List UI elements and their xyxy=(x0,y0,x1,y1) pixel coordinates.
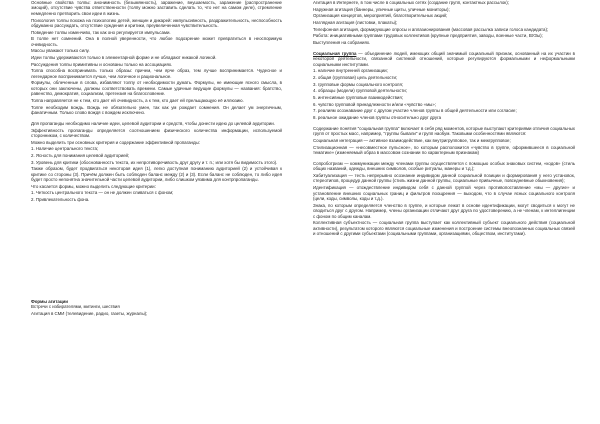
paragraph: Толпа направляется не к тем, кто дает ей очевидность, а к тем, кто дает ей прельщающую её иллюзию. xyxy=(31,97,244,103)
list-item: Телефонная агитация, формирующие опросы и аплазионирования (массовая рассылка записи голоса кандидата); xyxy=(313,26,549,32)
paragraph: Идеи толпы удерживаются только в элементарной форме и не обладают никакой логикой. xyxy=(31,55,217,61)
left-top-section xyxy=(31,0,282,115)
list-item: 7. реалиям осознавание друг с другом участие членов группы в общей деятельности или согласие; xyxy=(313,108,517,114)
paragraph: Массы уважают только силу. xyxy=(31,48,90,54)
paragraph: Хабитуализация — тесть непрерывно осознание индивидом данной социальной позиции и формирования у него установок, стереотипов, процедур данной группы (стиль жизни данной группы, социальные привычные, повседневные обыкновения); xyxy=(313,173,575,184)
list-item: Наглядная агитация (листовки, плакаты); xyxy=(313,19,398,25)
list-item: 4. образцы (модели) групповой деятельности; xyxy=(313,88,407,94)
list-item: 6. чувство групповой принадлежности и/или «чувство «мы»; xyxy=(313,101,436,107)
definition xyxy=(313,51,575,67)
list-item: 3. Уровень для критики (обоснованность текста, их непротиворечивость друг другу и т. п.; или хотя бы видимость этого). xyxy=(31,159,278,165)
right-column xyxy=(313,0,575,424)
list-item: 8. реальное ожидание членов группы относительно друг друга xyxy=(313,114,442,120)
section-heading: Формы агитации xyxy=(31,298,68,304)
left-propaganda-section xyxy=(31,121,282,203)
paragraph: В толпе нет сомнений. Она в полной уверенности, что любое подозрение может превратиться в неоспоримую очевидность. xyxy=(31,36,282,47)
forms-of-agitation-section xyxy=(31,299,282,317)
paragraph: Идентификация — отождествление индивидом себя с данной группой через противопоставление «мы — другие» и установление внешних социальных границ и фильтров поощрения — выходом, что в случае ясных социального контроля (цели, коды, символы, коды и т.д.). xyxy=(313,185,575,202)
paragraph: Сопроботризм — коммуникации между членами группы осуществляется с помощью особых знаковых систем, «кодов» (стиль общих названий, одежды, внешних символов, особые ритуалы, манеры и т.д.); xyxy=(313,160,575,172)
group-criteria-section xyxy=(313,126,575,237)
paragraph: Толпа способна воспринимать только образы: причем, чем ярче образ, тем лучше воспринимается. Чудесное и легендарное воспринимается лучше, чем логичное и рациональное. xyxy=(31,68,282,79)
paragraph: Эффективность пропаганды определяется соотношением физического количества информации, используемой сторонником, с количеством. xyxy=(31,127,282,139)
paragraph: Основные свойства толпы: анонимность (безымянность), заражение, внушаемость, заражение (распространение эмоций), отсутствие чувства ответственности (толпу можно заставить сделать то, что нет на самом деле), стремление немедленно претворить свои идеи в жизнь. xyxy=(31,0,282,16)
paragraph: Формулы, облеченные в слова, избавляют толпу от необходимости думать. Формулы, не имеющие ясного смысла, в которых они заключены, должны соответствовать времени. Самые удачные ведущие формулы — названия: братство, равенство, демократия, социализм, претензия на благословение. xyxy=(31,80,282,97)
list-item: 1. Наличие центрального текста; xyxy=(31,146,99,152)
list-item: 2. общая (групповая) цель деятельности; xyxy=(313,74,398,80)
list-item: Наружная агитация (баннеры, уличные щиты, уличные мониторы); xyxy=(313,6,450,12)
list-item: Работа: инициативными группами трудовых коллективов (крупные предприятия, заводы, военные части, ВУЗы); xyxy=(313,33,543,39)
list-item: Встречи с избирателями, митинги, шествия xyxy=(31,304,120,310)
paragraph: Что касается формы, можно выделить следующие критерии: xyxy=(31,183,156,189)
paragraph: Рассуждения толпы примитивны и основаны только на ассоциациях. xyxy=(31,61,173,67)
paragraph: Социальная интеграция — активное взаимодействие, как внутригрупповое, так и межгрупповое; xyxy=(313,137,511,143)
social-group-section xyxy=(313,51,575,120)
list-item: 1. наличие внутренней организации; xyxy=(313,68,388,74)
agitation-list xyxy=(313,0,575,45)
list-item: 5. интенсивные групповые взаимодействия; xyxy=(313,94,403,100)
left-column xyxy=(31,0,282,424)
paragraph: Также образом, будет продвигаться некоторая идея (1), легко доступная пониманию аудиторией (2) и устойчивая к критике со стороны (3). Причём должен быть соблюден баланс между (2) и (3). Если баланс не соблюден, то либо идея будет просто непонятна значительной части целевой аудитории, либо слишком уязвима для контрпропаганды. xyxy=(31,166,282,183)
list-item: 2. Привлекательность фона. xyxy=(31,197,90,203)
paragraph: Знака, по которым определяется членство в группе, и которые лежат в основе идентификации, могут сводиться к могут не сводиться друг с другом. Например, члены организации отличают друг друга по удостоверению, а не членам, к интеллигенции с фоном по общим каналам. xyxy=(313,202,575,219)
paragraph: Для пропаганды необходимо наличие идеи, целевой аудитории и средств, чтобы донести идею до целевой аудитории. xyxy=(31,120,275,126)
spacer xyxy=(31,203,282,299)
list-item: 3. групповые формы социального контроля; xyxy=(313,81,404,87)
list-item: Агитация в СМИ (телевидение, радио, газеты, журналы); xyxy=(31,310,148,316)
paragraph: Содержание понятия "социальная группа" включает в себя ряд моментов, которые выступают критериями отличия социальных групп от простых масс, например, "группы бывали" и групп наобум. Таковыми особенностями являются: xyxy=(313,125,575,137)
list-item: Агитация в Интернете, в том числе в социальных сетях (создание групп, контактных рассылок); xyxy=(313,0,509,5)
defined-term: Социальная группа xyxy=(313,50,357,56)
paragraph: Коллективная субъектность — социальная группа выступает как коллективный субъект социального действия (социальной активности), результатом которого являются социальные изменения и построение системы внеопознанных социальных связей и отношений с другими субъектами (социальными группами, организациями, обществом, институтами). xyxy=(313,220,575,237)
paragraph: Стилизационная — «несовместное пульсное», по которым расположится «чувство в группе, оформившееся в социальной тематике» (изменяемый образ в массовом сознании по характерным признакам) xyxy=(313,144,575,155)
paragraph: Психология толпы похожа на психологию детей, женщин и дикарей: импульсивность, раздражительность, неспособность обдуманно рассуждать, отсутствие суждения и критики, преувеличенная чувствительность. xyxy=(31,17,282,28)
paragraph: Поведение толпы изменчиво, так как оно регулируется импульсами. xyxy=(31,29,171,35)
list-item: 1. Четкость центрального текста — он не должен сливаться с фоном; xyxy=(31,190,174,196)
definition-text: — объединение людей, имеющих общий значимый социальный признак, основанный на их участии в некоторой деятельности, связанной системой отношений, которые регулируются формальными и неформальными социальными институтами. xyxy=(313,50,575,67)
paragraph: Можно выделить три основных критерия и содержание эффективной пропаганды: xyxy=(31,139,200,145)
list-item: Выступления на собраниях. xyxy=(313,39,371,45)
paragraph: Толпе необходим вождь. Вождь не обязательно умен, так как ум рождает сомнения. Он делает ум энергичным, фанатичным. Только слово вождя с вождем исключено. xyxy=(31,104,282,116)
list-item: 2. Ясность для понимания целевой аудиторией; xyxy=(31,153,130,158)
list-item: Организация концертов, мероприятий, благотворительных акций; xyxy=(313,13,448,19)
